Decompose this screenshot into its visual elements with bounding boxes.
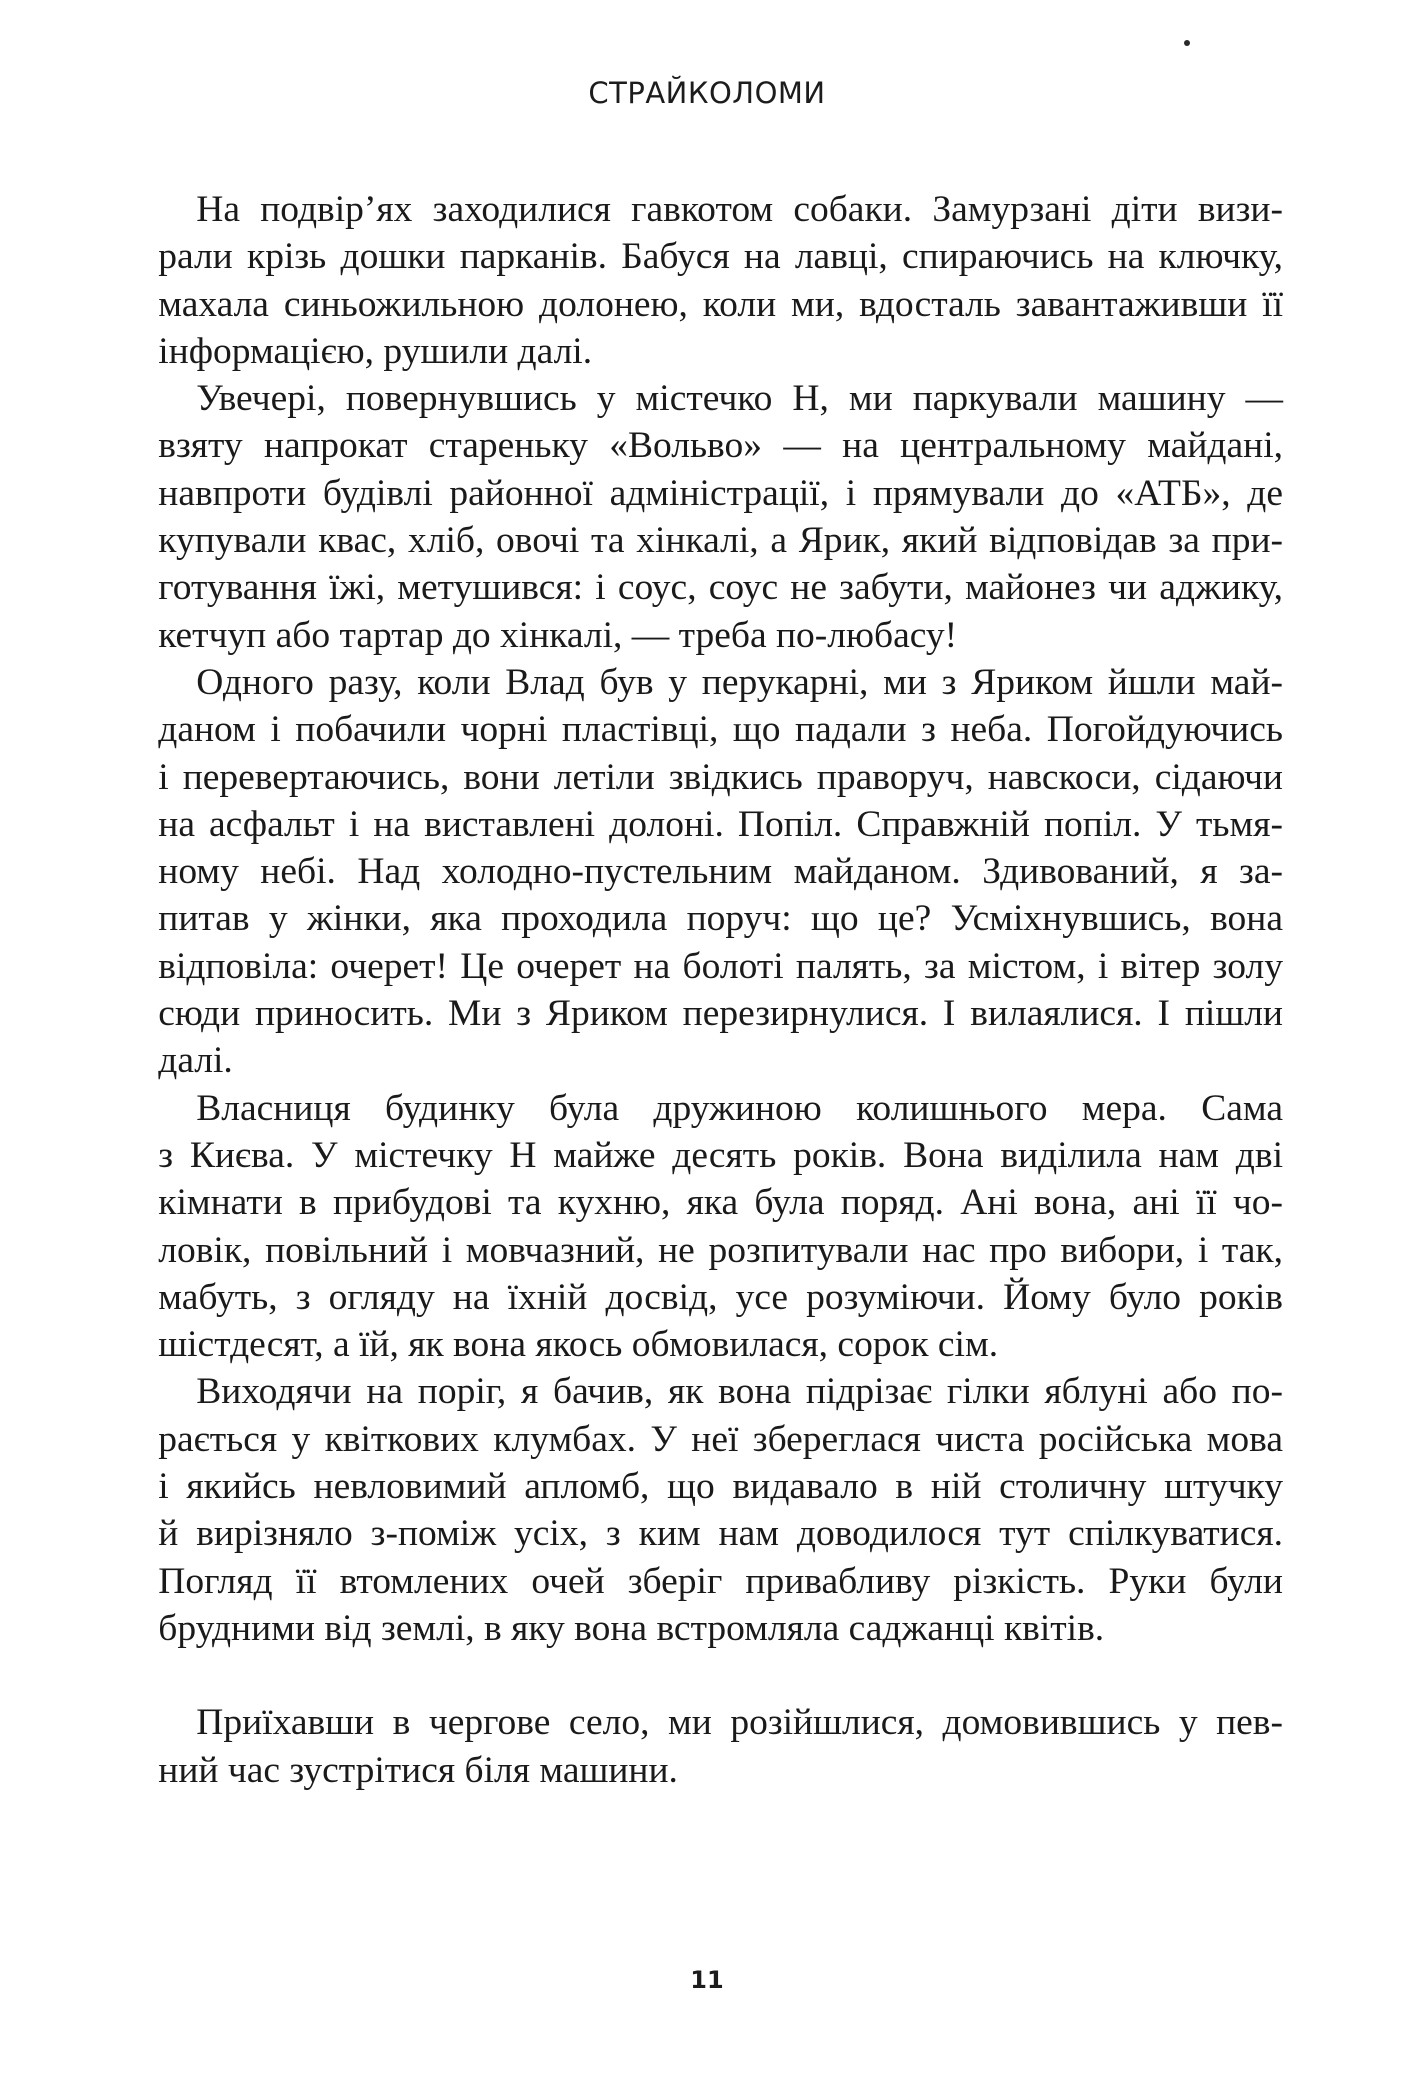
running-title: СТРАЙКОЛОМИ (588, 76, 826, 110)
paragraph (120, 659, 1283, 1085)
paragraph (120, 1699, 1283, 1794)
text-line: відповіла: очерет! Це очерет на болоті палять, за містом, і вітер золу (158, 945, 1283, 987)
text-line: Погляд її втомлених очей зберіг привабливу різкість. Руки були (158, 1560, 1283, 1602)
text-line: Увечері, повернувшись у містечко Н, ми паркували машину — (196, 378, 1283, 420)
text-line: Власниця будинку була дружиною колишнього мера. Сама (196, 1087, 1283, 1129)
text-line: сюди приносить. Ми з Яриком перезирнулися. І вилаялися. І пішли (158, 993, 1283, 1035)
print-dot-mark (1184, 40, 1190, 46)
text-line: ному небі. Над холодно-пустельним майданом. Здивований, я за- (158, 851, 1283, 893)
page-number: 11 (690, 1966, 724, 1994)
text-line: кімнати в прибудові та кухню, яка була поряд. Ані вона, ані її чо- (158, 1182, 1283, 1224)
text-line: ловік, повільний і мовчазний, не розпитували нас про вибори, і так, (158, 1229, 1283, 1271)
text-line: готування їжі, метушився: і соус, соус не забути, майонез чи аджику, (158, 567, 1283, 609)
text-line: Одного разу, коли Влад був у перукарні, ми з Яриком йшли май- (196, 661, 1283, 703)
text-line: шістдесят, а їй, як вона якось обмовилася, сорок сім. (158, 1324, 999, 1366)
text-line: рали крізь дошки парканів. Бабуся на лавці, спираючись на ключку, (158, 236, 1283, 278)
text-line: питав у жінки, яка проходила поруч: що це? Усміхнувшись, вона (158, 898, 1283, 940)
text-line: кетчуп або тартар до хінкалі, — треба по-любасу! (158, 614, 958, 656)
text-line: взяту напрокат стареньку «Вольво» — на центральному майдані, (158, 425, 1283, 467)
text-line: навпроти будівлі районної адміністрації, і прямували до «АТБ», де (158, 472, 1283, 514)
text-line: і перевертаючись, вони летіли звідкись праворуч, навскоси, сідаючи (158, 756, 1283, 798)
text-line: Приїхавши в чергове село, ми розійшлися, домовившись у пев- (196, 1702, 1283, 1744)
text-line: на асфальт і на виставлені долоні. Попіл. Справжній попіл. У тьмя- (158, 803, 1283, 845)
paragraph (120, 1368, 1283, 1652)
text-line: купували квас, хліб, овочі та хінкалі, а Ярик, який відповідав за при- (158, 520, 1283, 562)
paragraph (120, 186, 1283, 375)
text-line: брудними від землі, в яку вона встромляла саджанці квітів. (158, 1607, 1105, 1649)
text-line: інформацією, рушили далі. (158, 330, 593, 372)
text-line: й вирізняло з-поміж усіх, з ким нам доводилося тут спілкуватися. (158, 1513, 1283, 1555)
text-line: ний час зустрітися біля машини. (158, 1749, 678, 1791)
paragraph (120, 1085, 1283, 1369)
text-line: махала синьожильною долонею, коли ми, вдосталь завантаживши її (158, 283, 1283, 325)
text-line: з Києва. У містечку Н майже десять років. Вона виділила нам дві (158, 1134, 1283, 1176)
text-line: і якийсь невловимий апломб, що видавало в ній столичну штучку (158, 1466, 1283, 1508)
paragraph (120, 375, 1283, 659)
text-line: даном і побачили чорні пластівці, що падали з неба. Погойдуючись (158, 709, 1283, 751)
text-line: Виходячи на поріг, я бачив, як вона підрізає гілки яблуні або по- (196, 1371, 1283, 1413)
text-line: На подвір’ях заходилися гавкотом собаки. Замурзані діти визи- (196, 189, 1283, 230)
text-line: далі. (158, 1040, 233, 1082)
text-line: мабуть, з огляду на їхній досвід, усе розуміючи. Йому було років (158, 1276, 1283, 1318)
text-line: рається у квіткових клумбах. У неї збереглася чиста російська мова (158, 1418, 1283, 1460)
body-text (120, 186, 1283, 1794)
